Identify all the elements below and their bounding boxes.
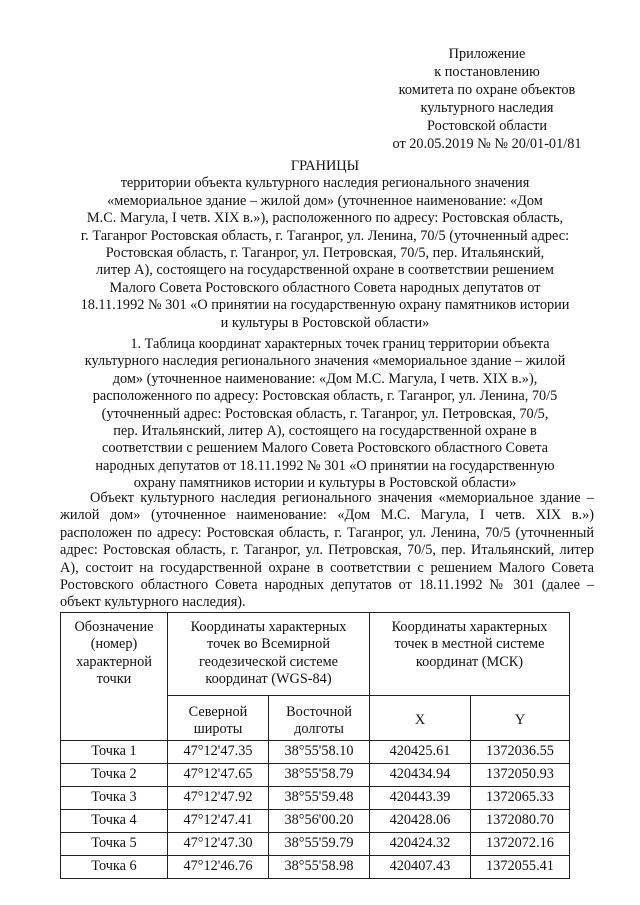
table-row: [61, 810, 570, 833]
section-line: расположенного по адресу: Ростовская область, г. Таганрог, ул. Ленина, 70/5: [92, 388, 558, 405]
title-line: М.С. Магула, I четв. XIX в.»), расположенного по адресу: Ростовская область,: [86, 210, 564, 227]
cell-longitude: 38°55'59.79: [269, 833, 370, 856]
cell-point: Точка 2: [61, 764, 168, 787]
cell-point: Точка 4: [61, 810, 168, 833]
title-line: Ростовская область, г. Таганрог, ул. Петровская, 70/5, пер. Итальянский,: [105, 245, 545, 262]
section-line: пер. Итальянский, литер А), состоящего на государственной охране в: [113, 423, 537, 440]
cell-latitude: 47°12'47.65: [168, 764, 269, 787]
title-line: литер А), состоящего на государственной охране в соответствии решением: [96, 262, 554, 279]
appendix-line: Приложение: [448, 46, 526, 62]
cell-longitude: 38°56'00.20: [269, 810, 370, 833]
table-row: [61, 787, 570, 810]
header-y: Y: [471, 696, 570, 741]
section-line: (уточненный адрес: Ростовская область, г. Таганрог, ул. Петровская, 70/5,: [101, 405, 549, 422]
appendix-line: Ростовской области: [426, 118, 548, 134]
section-line: народных депутатов от 18.11.1992 № 301 «О принятии на государственную: [95, 457, 555, 474]
header-wgs84: Координаты характерных точек во Всемирной геодезической системе координат (WGS-84): [168, 613, 370, 696]
cell-latitude: 47°12'47.92: [168, 787, 269, 810]
cell-x: 420428.06: [370, 810, 471, 833]
cell-point: Точка 5: [61, 833, 168, 856]
cell-x: 420443.39: [370, 787, 471, 810]
title-line: территории объекта культурного наследия регионального значения: [120, 175, 530, 192]
appendix-line: к постановлению: [434, 64, 540, 80]
cell-point: Точка 1: [61, 741, 168, 764]
appendix-line: комитета по охране объектов: [398, 82, 576, 98]
cell-latitude: 47°12'47.41: [168, 810, 269, 833]
header-north-latitude: Северной широты: [168, 696, 269, 741]
cell-latitude: 47°12'46.76: [168, 856, 269, 879]
header-point: Обозначение (номер) характерной точки: [61, 613, 168, 741]
table-row: [61, 764, 570, 787]
appendix-note: [372, 45, 602, 153]
section-line: охрану памятников истории и культуры в Ростовской области»: [133, 475, 517, 492]
cell-y: 1372065.33: [471, 787, 570, 810]
title-line: «мемориальное здание – жилой дом» (уточненное наименование: «Дом: [107, 192, 543, 209]
appendix-line: культурного наследия: [420, 100, 554, 116]
title-line: и культуры в Ростовской области»: [220, 314, 430, 331]
cell-y: 1372036.55: [471, 741, 570, 764]
title-line: г. Таганрог Ростовская область, г. Таганрог, ул. Ленина, 70/5 (уточненный адрес:: [80, 227, 570, 244]
title-line: Малого Совета Ростовского областного Совета народных депутатов от: [109, 279, 541, 296]
coordinates-table: [60, 612, 570, 879]
cell-x: 420425.61: [370, 741, 471, 764]
section-line: культурного наследия регионального значения «мемориальное здание – жилой: [84, 353, 566, 370]
document-title: [60, 158, 590, 332]
cell-longitude: 38°55'59.48: [269, 787, 370, 810]
cell-longitude: 38°55'58.10: [269, 741, 370, 764]
section-1-heading: [60, 336, 590, 493]
section-line: дом» (уточненное наименование: «Дом М.С. Магула, I четв. XIX в.»),: [112, 370, 538, 387]
table-row: [61, 856, 570, 879]
table-row: [61, 833, 570, 856]
cell-longitude: 38°55'58.98: [269, 856, 370, 879]
cell-y: 1372072.16: [471, 833, 570, 856]
cell-x: 420424.32: [370, 833, 471, 856]
cell-y: 1372080.70: [471, 810, 570, 833]
cell-latitude: 47°12'47.30: [168, 833, 269, 856]
cell-latitude: 47°12'47.35: [168, 741, 269, 764]
object-description-paragraph: Объект культурного наследия регионального значения «мемориальное здание – жилой дом» (уточненное наименование: «Дом М.С. Магула, I четв. XIX в.») расположен по адресу: Ростовская область, г. Таганрог, ул. Ленина, 70/5 (уточненный адрес: Ростовская область, г. Таганрог, ул. Петровская, 70/5, пер. Итальянский, литер А), состоит на государственной охране в соответствии с решением Малого Совета Ростовского областного Совета народных депутатов от 18.11.1992 № 301 (далее – объект культурного наследия).: [60, 490, 594, 611]
title-line: 18.11.1992 № 301 «О принятии на государственную охрану памятников истории: [80, 297, 570, 314]
header-msk: Координаты характерных точек в местной системе координат (МСК): [370, 613, 570, 696]
table-header-row: [61, 613, 570, 696]
cell-point: Точка 3: [61, 787, 168, 810]
table-row: [61, 741, 570, 764]
header-x: X: [370, 696, 471, 741]
title-heading: ГРАНИЦЫ: [290, 158, 360, 174]
cell-x: 420434.94: [370, 764, 471, 787]
cell-longitude: 38°55'58.79: [269, 764, 370, 787]
cell-y: 1372050.93: [471, 764, 570, 787]
cell-x: 420407.43: [370, 856, 471, 879]
section-line: соответствии с решением Малого Совета Ростовского областного Совета: [101, 440, 549, 457]
appendix-date-line: от 20.05.2019 № № 20/01-01/81: [392, 136, 582, 152]
section-line: 1. Таблица координат характерных точек границ территории объекта: [130, 336, 550, 352]
cell-y: 1372055.41: [471, 856, 570, 879]
header-east-longitude: Восточной долготы: [269, 696, 370, 741]
cell-point: Точка 6: [61, 856, 168, 879]
